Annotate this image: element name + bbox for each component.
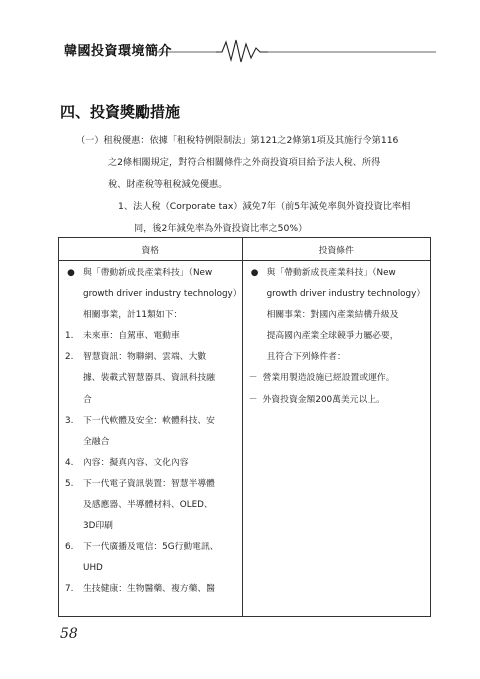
condition-item: － 營業用製造設施已經設置或運作。 bbox=[248, 373, 395, 384]
eligibility-table bbox=[58, 237, 431, 617]
list-item: 3D印刷 bbox=[83, 521, 113, 532]
para1-line2: 之2條相關規定，對符合相關條件之外商投資項目給予法人稅、所得 bbox=[108, 157, 381, 168]
corporate-tax-paragraph bbox=[118, 196, 418, 240]
list-item: 5. 下一代電子資訊裝置：智慧半導體 bbox=[65, 478, 215, 489]
para1-line1: （一）租稅優惠：依據「租稅特例限制法」第121之2條第1項及其施行令第116 bbox=[76, 135, 399, 146]
para2-line1: 1、法人稅（Corporate tax）減免7年（前5年減免率與外資投資比率相 bbox=[118, 201, 411, 212]
header-conditions: 投資條件 bbox=[242, 238, 430, 261]
header-qualification: 資格 bbox=[59, 238, 243, 261]
tax-benefit-paragraph bbox=[76, 130, 426, 196]
conditions-intro: ● 與「帶動新成長產業科技」（New bbox=[243, 263, 430, 284]
qualification-cell: ● 與「帶動新成長產業科技」（New growth driver industry technology） 相關事業，計11類如下： 1. 未來車：自駕車、電動車 2. 智慧資訊：物聯網、雲端、大數 據、裝載式智慧器具、資訊科技融 合 3. 下一代軟體及安全：軟體科技、安 全融合 4. 內容：擬真內容、文化內容 5. 下一代電子資訊裝置：智慧半導體 及感應器、半導體材料、OLED、 3D印刷 6. 下一代廣播及電信：5G行動電訊、 UHD 7. 生技健康：生物醫藥、複方藥、醫 bbox=[59, 261, 243, 617]
list-item: 2. 智慧資訊：物聯網、雲端、大數 bbox=[65, 352, 207, 363]
list-item: 合 bbox=[83, 394, 92, 405]
header-title: 韓國投資環境簡介 bbox=[64, 44, 173, 59]
list-item: 1. 未來車：自駕車、電動車 bbox=[65, 331, 180, 342]
conditions-cell: ● 與「帶動新成長產業科技」（New growth driver industry technology） 相關事業：對國內產業結構升級及 提高國內產業全球競爭力屬必要， 且符合下列條件者： － 營業用製造設施已經設置或運作。 － 外資投資金額200萬美元以上。 bbox=[242, 261, 430, 617]
list-item: 及感應器、半導體材料、OLED、 bbox=[83, 500, 213, 511]
page-number: 58 bbox=[60, 626, 78, 642]
section-title: 四、投資獎勵措施 bbox=[60, 103, 181, 121]
list-item: 7. 生技健康：生物醫藥、複方藥、醫 bbox=[65, 584, 215, 595]
qualification-intro: ● 與「帶動新成長產業科技」（New bbox=[59, 263, 242, 284]
list-item: 3. 下一代軟體及安全：軟體科技、安 bbox=[65, 415, 215, 426]
condition-item: － 外資投資金額200萬美元以上。 bbox=[248, 394, 385, 405]
para2-line2: 同，後2年減免率為外資投資比率之50%） bbox=[134, 223, 308, 234]
list-item: UHD bbox=[83, 563, 103, 574]
list-item: 6. 下一代廣播及電信：5G行動電訊、 bbox=[65, 542, 219, 553]
bullet-icon: ● bbox=[250, 268, 259, 278]
list-item: 據、裝載式智慧器具、資訊科技融 bbox=[83, 373, 215, 384]
running-header bbox=[56, 36, 436, 64]
para1-line3: 稅、財產稅等租稅減免優惠。 bbox=[108, 179, 228, 190]
bullet-icon: ● bbox=[67, 268, 75, 278]
list-item: 全融合 bbox=[83, 436, 110, 447]
list-item: 4. 內容：擬真內容、文化內容 bbox=[65, 457, 189, 468]
